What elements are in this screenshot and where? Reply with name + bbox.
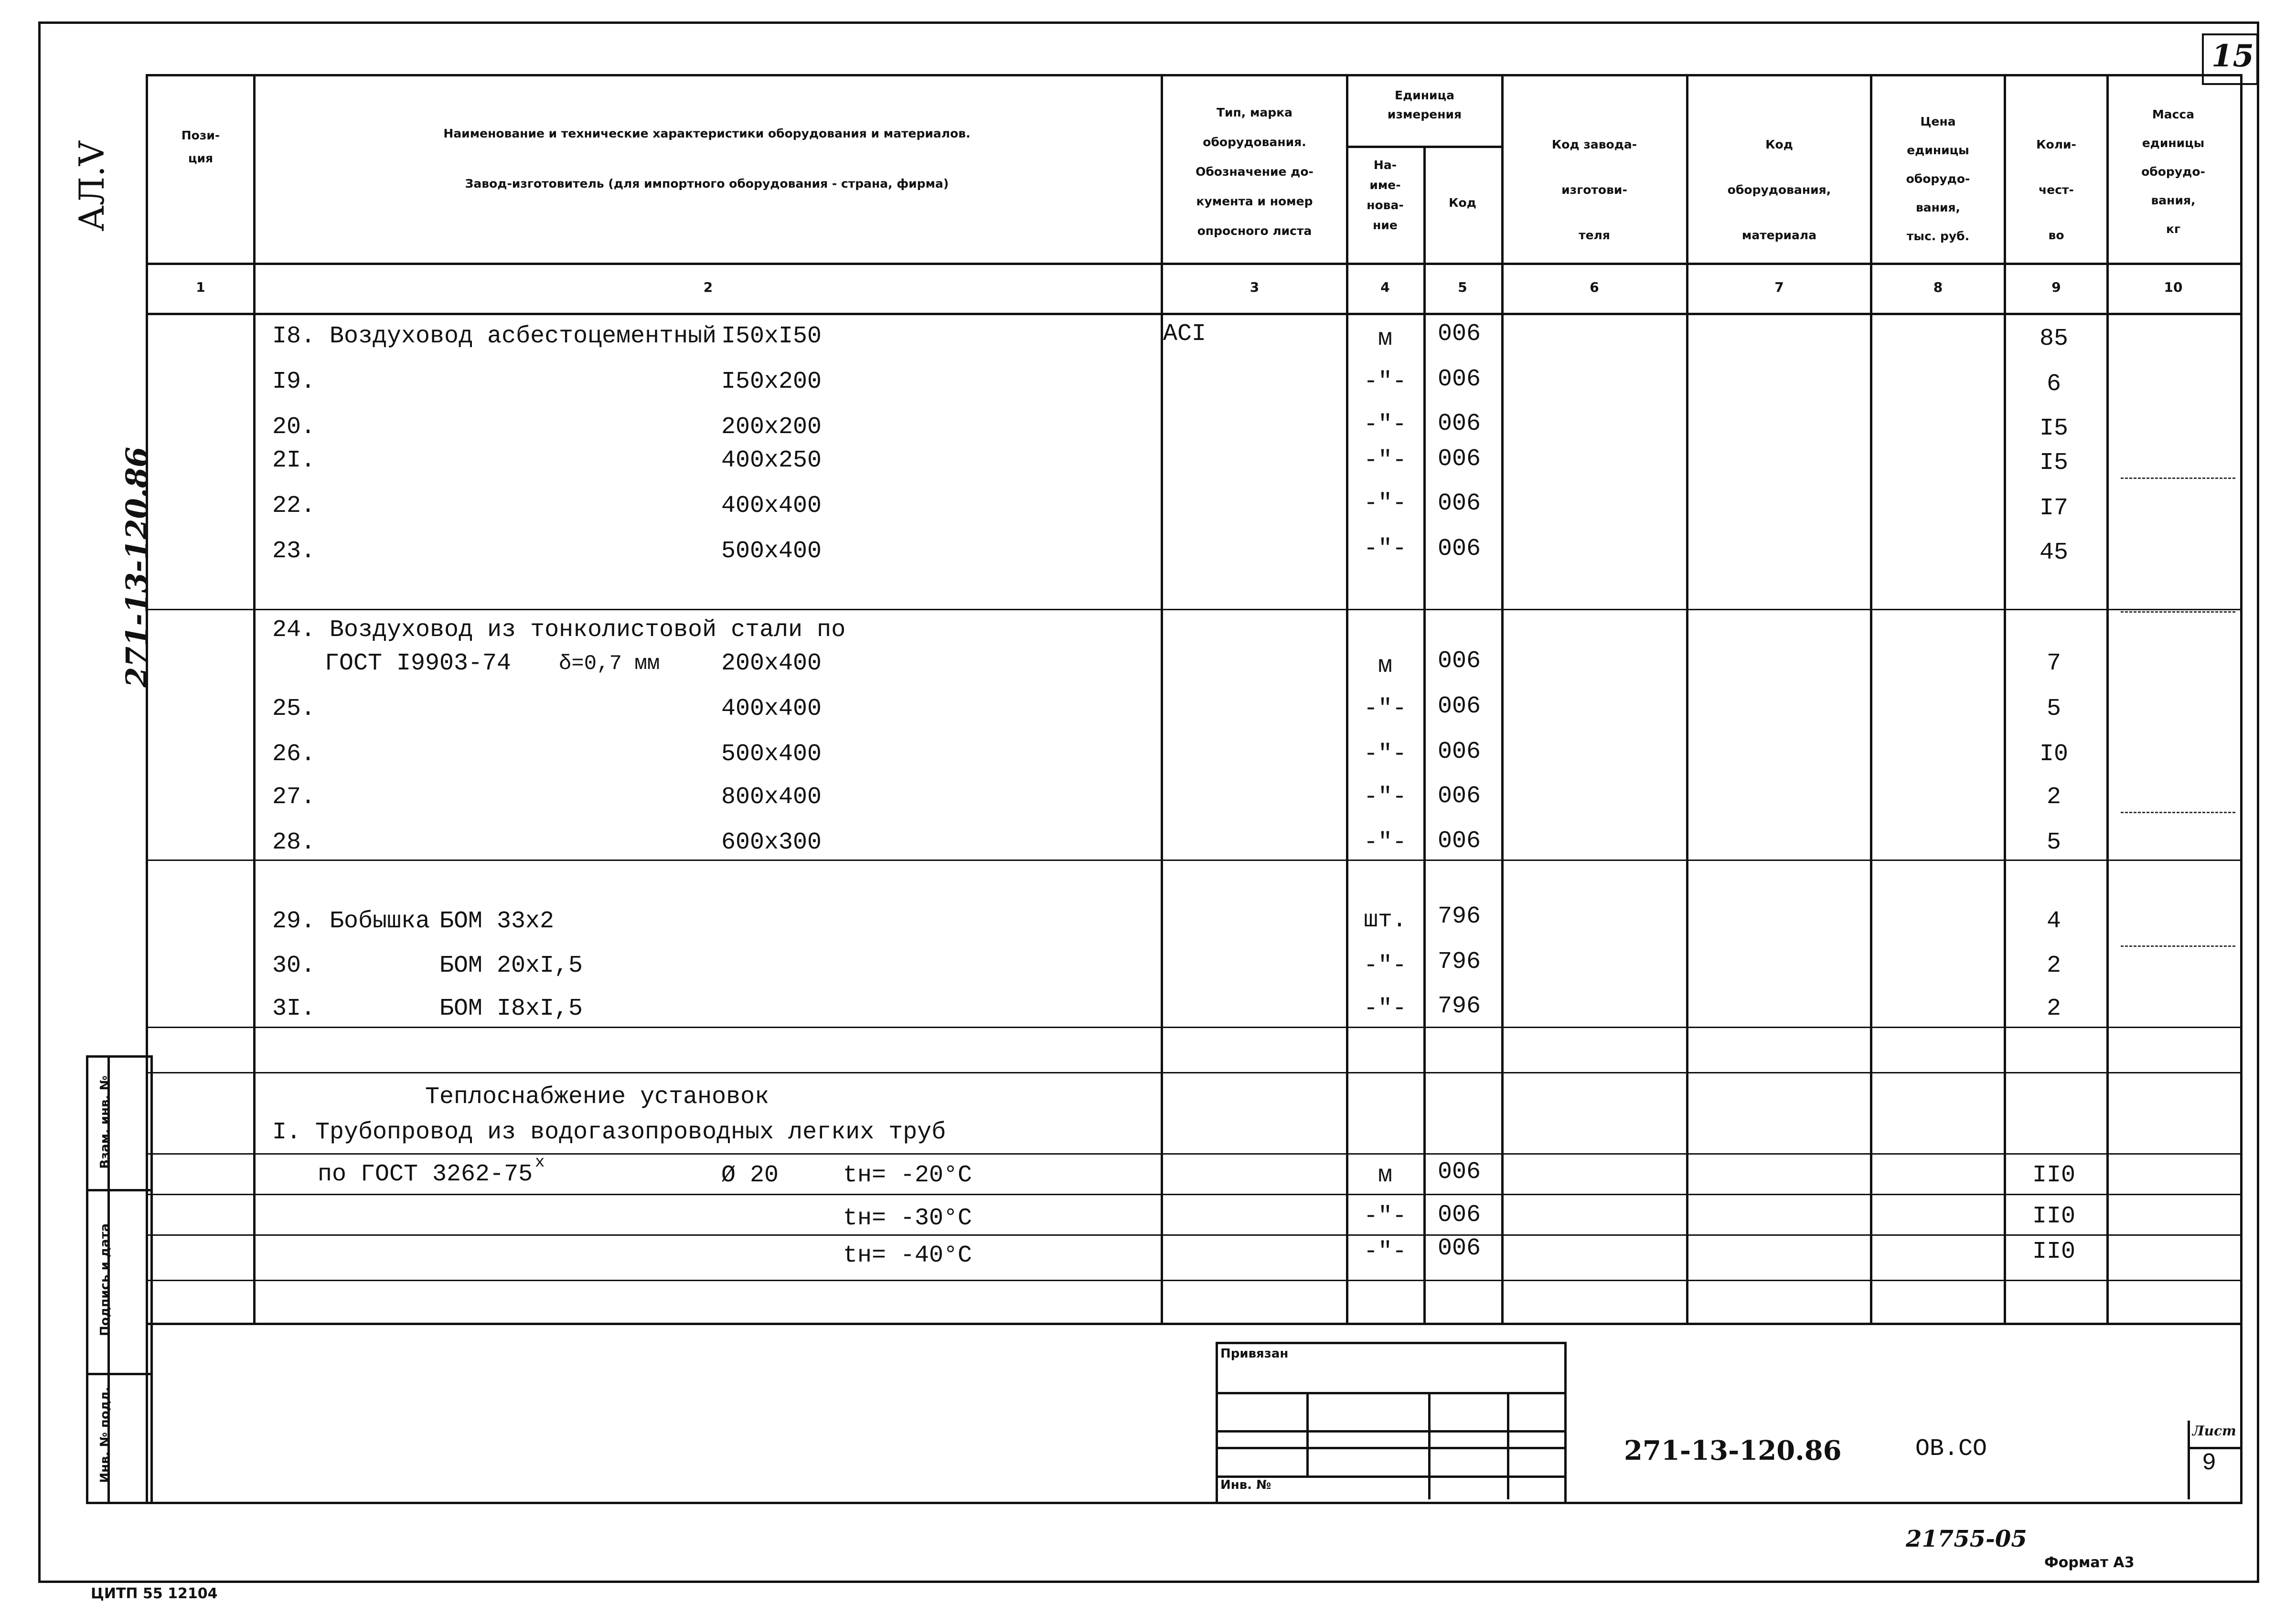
stamp-line bbox=[1216, 1430, 1564, 1433]
row-mid: δ=0,7 мм bbox=[559, 652, 660, 676]
section-heading: Теплоснабжение установок bbox=[425, 1083, 769, 1111]
row-unit: -"- bbox=[1363, 695, 1407, 722]
row-name: 24. Воздуховод из тонколистовой стали по bbox=[272, 616, 846, 644]
row-code: 006 bbox=[1438, 1235, 1481, 1262]
inv-no-label: Инв. № bbox=[1220, 1478, 1271, 1492]
row-line bbox=[146, 1280, 2240, 1281]
row-code: 006 bbox=[1438, 535, 1481, 563]
row-qty: 7 bbox=[2046, 650, 2061, 677]
header-price: Цена единицы оборудо- вания, тыс. руб. bbox=[1906, 115, 1970, 243]
row-code: 006 bbox=[1438, 783, 1481, 810]
stamp-divider bbox=[1306, 1392, 1309, 1475]
row-line bbox=[146, 1072, 2240, 1073]
row-code: 006 bbox=[1438, 647, 1481, 675]
row-code: 006 bbox=[1438, 446, 1481, 473]
row-line bbox=[146, 1027, 2240, 1028]
row-size: 400x400 bbox=[721, 695, 822, 722]
colnum-7: 7 bbox=[1774, 279, 1784, 295]
row-size: 400x400 bbox=[721, 492, 822, 520]
row-unit: -"- bbox=[1363, 829, 1407, 856]
header-type: Тип, марка оборудования. Обозначение до- кумента и номер опросного листа bbox=[1196, 106, 1314, 238]
header-bottom-line bbox=[146, 263, 2240, 265]
row-qty: 6 bbox=[2046, 371, 2061, 398]
list-box-left bbox=[2188, 1421, 2190, 1499]
side-label-inv: Инв. № подл. bbox=[98, 1387, 112, 1483]
row-qty: I5 bbox=[2039, 415, 2068, 442]
col-line-1 bbox=[253, 74, 256, 1323]
row-size: I50xI50 bbox=[721, 323, 822, 350]
row-unit: -"- bbox=[1363, 411, 1407, 438]
row-qty: 5 bbox=[2046, 829, 2061, 856]
row-code: 006 bbox=[1438, 1201, 1481, 1229]
row-code: 006 bbox=[1438, 738, 1481, 765]
row-code: 006 bbox=[1438, 320, 1481, 348]
row-qty: 85 bbox=[2039, 325, 2068, 352]
row-name: 26. bbox=[272, 741, 316, 768]
row-unit: -"- bbox=[1363, 368, 1407, 395]
row-size: 800x400 bbox=[721, 784, 822, 811]
colnum-5: 5 bbox=[1458, 279, 1467, 295]
side-stamp-line bbox=[86, 1189, 150, 1191]
row-unit: -"- bbox=[1363, 1238, 1407, 1265]
row-temp: tн= -40°С bbox=[843, 1242, 972, 1269]
row-qty: II0 bbox=[2032, 1203, 2075, 1230]
row-name: 25. bbox=[272, 695, 316, 722]
row-size: 200x400 bbox=[721, 650, 822, 677]
header-unit-name: На- име- нова- ние bbox=[1367, 158, 1404, 232]
row-line bbox=[146, 1194, 2240, 1195]
row-qty: 45 bbox=[2039, 539, 2068, 566]
doc-suffix: ОВ.СО bbox=[1915, 1435, 1987, 1463]
handwritten-number: 21755-05 bbox=[1906, 1526, 2027, 1552]
colnum-10: 10 bbox=[2164, 279, 2183, 295]
stamp-divider bbox=[1428, 1392, 1431, 1499]
stamp-line bbox=[1216, 1392, 1564, 1394]
header-maker-code: Код завода- изготови- теля bbox=[1551, 138, 1637, 242]
row-size: 200x200 bbox=[721, 414, 822, 441]
row-size: БОМ 20xI,5 bbox=[439, 952, 583, 979]
colnum-bottom-line bbox=[146, 313, 2240, 315]
list-number: 9 bbox=[2202, 1450, 2217, 1477]
row-qty: I0 bbox=[2039, 741, 2068, 768]
row-qty: 5 bbox=[2046, 695, 2061, 722]
header-name-line2: Завод-изготовитель (для импортного оборудования - страна, фирма) bbox=[465, 177, 949, 191]
row-unit: -"- bbox=[1363, 490, 1407, 517]
row-qty: II0 bbox=[2032, 1162, 2075, 1189]
sheet-number-top: 15 bbox=[2211, 38, 2254, 74]
row-unit: -"- bbox=[1363, 535, 1407, 563]
row-name: 28. bbox=[272, 829, 316, 856]
colnum-4: 4 bbox=[1380, 279, 1390, 295]
row-line bbox=[146, 1153, 2240, 1155]
dash-mark bbox=[2121, 812, 2235, 813]
col-line-6 bbox=[1686, 74, 1688, 1323]
doc-code: 271-13-120.86 bbox=[1624, 1435, 1842, 1466]
header-unit: Единица измерения bbox=[1387, 88, 1462, 121]
row-code: 006 bbox=[1438, 410, 1481, 437]
row-name: I8. Воздуховод асбестоцементный bbox=[272, 323, 717, 350]
row-unit: -"- bbox=[1363, 952, 1407, 979]
row-name: 30. bbox=[272, 952, 316, 979]
privyazan-label: Привязан bbox=[1220, 1347, 1289, 1361]
list-label: Лист bbox=[2192, 1423, 2236, 1439]
row-qty: 2 bbox=[2046, 784, 2061, 811]
row-unit: -"- bbox=[1363, 995, 1407, 1022]
col-line-9 bbox=[2106, 74, 2109, 1323]
colnum-1: 1 bbox=[196, 279, 205, 295]
header-mass: Масса единицы оборудо- вания, кг bbox=[2141, 107, 2205, 236]
row-code: 006 bbox=[1438, 1158, 1481, 1186]
col-line-2 bbox=[1161, 74, 1163, 1323]
col-line-7 bbox=[1870, 74, 1872, 1323]
colnum-9: 9 bbox=[2051, 279, 2061, 295]
row-code: 796 bbox=[1438, 903, 1481, 930]
row-qty: I7 bbox=[2039, 495, 2068, 522]
row-code: 796 bbox=[1438, 993, 1481, 1020]
header-name-line1: Наименование и технические характеристики оборудования и материалов. bbox=[443, 127, 971, 140]
row-name: I9. bbox=[272, 368, 316, 395]
row-type: ACI bbox=[1163, 320, 1207, 348]
row-qty: 2 bbox=[2046, 952, 2061, 979]
row-unit: -"- bbox=[1363, 741, 1407, 768]
dash-mark bbox=[2121, 611, 2235, 613]
row-name: 2I. bbox=[272, 447, 316, 474]
row-code: 796 bbox=[1438, 948, 1481, 976]
row-line bbox=[146, 609, 2240, 610]
colnum-3: 3 bbox=[1249, 279, 1260, 295]
printer-mark: ЦИТП 55 12104 bbox=[91, 1585, 218, 1602]
row-mid: Ø 20 bbox=[721, 1162, 779, 1189]
stamp-divider bbox=[1507, 1392, 1509, 1499]
colnum-2: 2 bbox=[703, 279, 713, 295]
col-line-5 bbox=[1501, 74, 1504, 1323]
row-unit: м bbox=[1378, 1162, 1392, 1189]
row-name: 27. bbox=[272, 784, 316, 811]
row-unit: -"- bbox=[1363, 1203, 1407, 1230]
row-sup: x bbox=[535, 1154, 545, 1172]
row-size: 400x250 bbox=[721, 447, 822, 474]
row-code: 006 bbox=[1438, 366, 1481, 393]
row-name: I. Трубопровод из водогазопроводных легких труб bbox=[272, 1119, 946, 1146]
row-size: 600x300 bbox=[721, 829, 822, 856]
row-temp: tн= -30°С bbox=[843, 1205, 972, 1232]
header-unit-code: Код bbox=[1449, 196, 1476, 210]
row-size: БОМ 33x2 bbox=[439, 908, 555, 935]
side-stamp-line bbox=[86, 1373, 150, 1375]
row-qty: 4 bbox=[2046, 908, 2061, 935]
row-name: 23. bbox=[272, 538, 316, 565]
row-unit: -"- bbox=[1363, 447, 1407, 474]
header-equipment-code: Код оборудования, материала bbox=[1727, 138, 1831, 242]
table-bottom-line bbox=[146, 1323, 2240, 1325]
side-stamp-box bbox=[86, 1055, 153, 1504]
row-unit: м bbox=[1378, 652, 1392, 679]
dash-mark bbox=[2121, 945, 2235, 947]
row-name: 20. bbox=[272, 414, 316, 441]
row-size: I50x200 bbox=[721, 368, 822, 395]
colnum-8: 8 bbox=[1933, 279, 1943, 295]
side-label-podpis: Подпись и дата bbox=[98, 1223, 112, 1337]
stamp-line bbox=[1216, 1447, 1564, 1449]
row-name: 29. Бобышка bbox=[272, 908, 430, 935]
row-unit: шт. bbox=[1363, 907, 1407, 934]
col-line-4 bbox=[1423, 146, 1426, 1323]
row-name: 22. bbox=[272, 492, 316, 520]
row-unit: м bbox=[1378, 325, 1392, 352]
colnum-6: 6 bbox=[1590, 279, 1599, 295]
row-qty: II0 bbox=[2032, 1238, 2075, 1265]
row-size: 500x400 bbox=[721, 741, 822, 768]
row-code: 006 bbox=[1438, 828, 1481, 855]
row-size: 500x400 bbox=[721, 538, 822, 565]
dash-mark bbox=[2121, 478, 2235, 479]
row-size: БОМ I8xI,5 bbox=[439, 995, 583, 1022]
row-name: 3I. bbox=[272, 995, 316, 1022]
side-code: 271-13-120.86 bbox=[119, 446, 154, 688]
side-stamp: АЛ.V bbox=[72, 141, 112, 232]
row-line bbox=[146, 860, 2240, 861]
header-position: Пози- ция bbox=[181, 128, 220, 165]
side-label-vzam: Взам. инв. № bbox=[98, 1075, 112, 1169]
row-qty: I5 bbox=[2039, 449, 2068, 477]
header-quantity: Коли- чест- во bbox=[2036, 138, 2076, 242]
row-code: 006 bbox=[1438, 693, 1481, 720]
row-qty: 2 bbox=[2046, 995, 2061, 1022]
row-name: по ГОСТ 3262-75 bbox=[318, 1161, 533, 1188]
row-line bbox=[146, 1234, 2240, 1236]
format-label: Формат А3 bbox=[2044, 1554, 2135, 1571]
row-temp: tн= -20°С bbox=[843, 1162, 972, 1189]
row-name: ГОСТ I9903-74 bbox=[325, 650, 512, 677]
row-unit: -"- bbox=[1363, 784, 1407, 811]
row-code: 006 bbox=[1438, 490, 1481, 517]
